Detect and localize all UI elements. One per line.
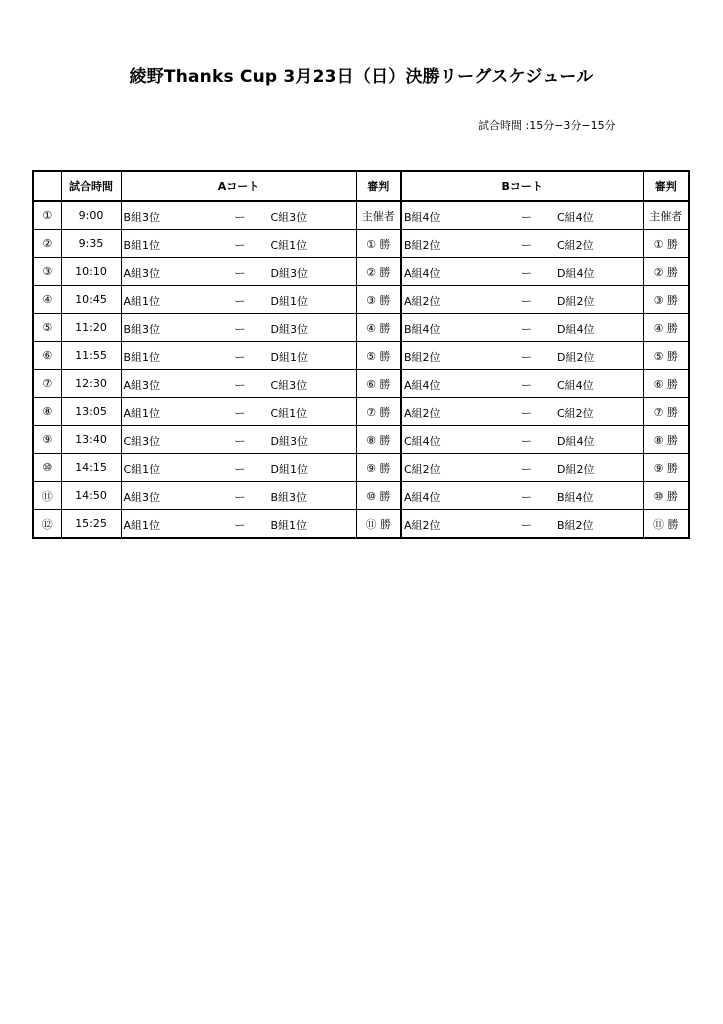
court-b-match: [401, 454, 643, 482]
court-b-home: C組2位: [404, 463, 441, 476]
court-b-away: D組4位: [557, 435, 595, 448]
court-b-away: C組2位: [557, 407, 594, 420]
court-b-away: C組2位: [557, 239, 594, 252]
header-court-a: Aコート: [121, 171, 356, 201]
match-time: 11:55: [61, 342, 121, 370]
court-a-match: [121, 258, 356, 286]
court-a-match: [121, 286, 356, 314]
court-a-dash: ー: [234, 295, 246, 308]
table-row: [33, 510, 689, 539]
court-b-match: [401, 482, 643, 510]
court-b-home: C組4位: [404, 435, 441, 448]
court-a-home: A組3位: [123, 267, 161, 280]
court-b-dash: ー: [521, 407, 532, 420]
court-b-away: D組4位: [557, 323, 595, 336]
court-b-referee: ② 勝: [643, 258, 689, 286]
court-a-dash: ー: [234, 267, 246, 280]
court-a-away: D組3位: [270, 435, 308, 448]
court-a-home: B組3位: [123, 323, 161, 336]
table-row: [33, 230, 689, 258]
court-a-referee: ⑥ 勝: [356, 370, 401, 398]
court-a-away: B組1位: [270, 519, 308, 532]
court-a-dash: ー: [234, 519, 246, 532]
match-number: ⑦: [33, 370, 61, 398]
table-row: [33, 370, 689, 398]
match-time: 12:30: [61, 370, 121, 398]
court-b-referee: ⑤ 勝: [643, 342, 689, 370]
court-b-match: [401, 398, 643, 426]
court-b-away: B組2位: [557, 519, 594, 532]
match-time: 13:40: [61, 426, 121, 454]
court-a-away: D組3位: [270, 267, 308, 280]
match-time: 14:15: [61, 454, 121, 482]
court-b-dash: ー: [521, 435, 532, 448]
court-b-match: [401, 230, 643, 258]
court-b-match: [401, 286, 643, 314]
court-b-match: [401, 342, 643, 370]
table-row: [33, 314, 689, 342]
match-time: 10:10: [61, 258, 121, 286]
match-time: 13:05: [61, 398, 121, 426]
match-time: 15:25: [61, 510, 121, 539]
match-number: ⑥: [33, 342, 61, 370]
court-a-home: C組3位: [123, 435, 161, 448]
court-a-referee: ④ 勝: [356, 314, 401, 342]
court-a-match: [121, 482, 356, 510]
table-row: [33, 454, 689, 482]
court-a-home: A組1位: [123, 407, 161, 420]
court-a-away: D組3位: [270, 323, 308, 336]
court-a-referee: ⑦ 勝: [356, 398, 401, 426]
court-a-referee: 主催者: [356, 201, 401, 230]
court-b-dash: ー: [521, 239, 532, 252]
match-time: 10:45: [61, 286, 121, 314]
court-a-home: C組1位: [123, 463, 161, 476]
court-a-dash: ー: [234, 491, 246, 504]
court-a-dash: ー: [234, 211, 246, 224]
table-row: [33, 201, 689, 230]
match-number: ⑧: [33, 398, 61, 426]
court-a-dash: ー: [234, 239, 246, 252]
court-a-match: [121, 230, 356, 258]
court-a-referee: ⑨ 勝: [356, 454, 401, 482]
court-b-home: B組4位: [404, 211, 441, 224]
court-b-away: D組2位: [557, 351, 595, 364]
court-a-match: [121, 370, 356, 398]
court-b-referee: ① 勝: [643, 230, 689, 258]
court-b-away: D組4位: [557, 267, 595, 280]
schedule-table: [32, 170, 690, 539]
court-a-referee: ⑩ 勝: [356, 482, 401, 510]
match-number: ⑩: [33, 454, 61, 482]
court-a-match: [121, 398, 356, 426]
court-a-match: [121, 314, 356, 342]
table-row: [33, 482, 689, 510]
court-b-dash: ー: [521, 379, 532, 392]
court-a-away: C組3位: [270, 211, 308, 224]
court-a-match: [121, 426, 356, 454]
court-b-home: A組2位: [404, 295, 441, 308]
match-number: ⑪: [33, 482, 61, 510]
court-a-referee: ③ 勝: [356, 286, 401, 314]
match-number: ③: [33, 258, 61, 286]
court-a-home: B組1位: [123, 351, 161, 364]
match-number: ⑨: [33, 426, 61, 454]
court-a-referee: ② 勝: [356, 258, 401, 286]
court-a-home: A組3位: [123, 491, 161, 504]
court-a-match: [121, 342, 356, 370]
court-a-dash: ー: [234, 351, 246, 364]
court-a-dash: ー: [234, 463, 246, 476]
court-b-referee: ③ 勝: [643, 286, 689, 314]
page-title: 綾野Thanks Cup 3月23日（日）決勝リーグスケジュール: [129, 67, 594, 87]
court-b-home: B組2位: [404, 351, 441, 364]
court-b-referee: ⑦ 勝: [643, 398, 689, 426]
court-a-dash: ー: [234, 379, 246, 392]
court-a-home: B組1位: [123, 239, 161, 252]
court-b-match: [401, 510, 643, 539]
match-time: 14:50: [61, 482, 121, 510]
court-b-referee: 主催者: [643, 201, 689, 230]
court-a-dash: ー: [234, 407, 246, 420]
court-b-dash: ー: [521, 491, 532, 504]
table-row: [33, 286, 689, 314]
court-b-referee: ⑥ 勝: [643, 370, 689, 398]
court-a-match: [121, 510, 356, 539]
court-b-match: [401, 314, 643, 342]
match-time: 11:20: [61, 314, 121, 342]
table-row: [33, 398, 689, 426]
court-a-away: C組1位: [270, 407, 308, 420]
header-ref-b: 審判: [643, 171, 689, 201]
court-b-dash: ー: [521, 463, 532, 476]
court-b-referee: ⑧ 勝: [643, 426, 689, 454]
court-b-dash: ー: [521, 267, 532, 280]
match-time: 9:35: [61, 230, 121, 258]
court-a-home: A組3位: [123, 379, 161, 392]
court-b-match: [401, 201, 643, 230]
court-a-away: B組3位: [270, 491, 308, 504]
match-number: ②: [33, 230, 61, 258]
court-b-match: [401, 258, 643, 286]
court-a-home: A組1位: [123, 295, 161, 308]
court-a-match: [121, 201, 356, 230]
court-b-match: [401, 426, 643, 454]
court-b-dash: ー: [521, 295, 532, 308]
court-a-dash: ー: [234, 323, 246, 336]
court-b-dash: ー: [521, 519, 532, 532]
header-time: 試合時間: [61, 171, 121, 201]
table-row: [33, 426, 689, 454]
court-a-referee: ⑤ 勝: [356, 342, 401, 370]
court-b-match: [401, 370, 643, 398]
court-a-away: C組1位: [270, 239, 308, 252]
court-b-dash: ー: [521, 211, 532, 224]
table-header-row: [33, 171, 689, 201]
court-b-home: A組4位: [404, 491, 441, 504]
court-a-referee: ⑧ 勝: [356, 426, 401, 454]
court-b-referee: ④ 勝: [643, 314, 689, 342]
header-court-b: Bコート: [401, 171, 643, 201]
court-b-home: A組2位: [404, 407, 441, 420]
table-row: [33, 258, 689, 286]
match-number: ⑤: [33, 314, 61, 342]
match-number: ④: [33, 286, 61, 314]
match-number: ⑫: [33, 510, 61, 539]
court-a-match: [121, 454, 356, 482]
court-a-home: B組3位: [123, 211, 161, 224]
table-row: [33, 342, 689, 370]
court-b-dash: ー: [521, 351, 532, 364]
court-b-away: C組4位: [557, 379, 594, 392]
court-b-home: A組2位: [404, 519, 441, 532]
court-b-away: D組2位: [557, 463, 595, 476]
court-b-referee: ⑪ 勝: [643, 510, 689, 539]
court-b-away: B組4位: [557, 491, 594, 504]
court-a-away: D組1位: [270, 295, 308, 308]
header-num: [33, 171, 61, 201]
court-a-home: A組1位: [123, 519, 161, 532]
court-b-home: A組4位: [404, 379, 441, 392]
match-number: ①: [33, 201, 61, 230]
court-b-away: D組2位: [557, 295, 595, 308]
court-a-referee: ⑪ 勝: [356, 510, 401, 539]
court-a-away: D組1位: [270, 463, 308, 476]
court-b-away: C組4位: [557, 211, 594, 224]
court-a-away: D組1位: [270, 351, 308, 364]
court-b-referee: ⑨ 勝: [643, 454, 689, 482]
court-a-dash: ー: [234, 435, 246, 448]
court-a-referee: ① 勝: [356, 230, 401, 258]
court-b-home: B組2位: [404, 239, 441, 252]
match-time-note: 試合時間 :15分−3分−15分: [478, 119, 616, 132]
court-b-referee: ⑩ 勝: [643, 482, 689, 510]
match-time: 9:00: [61, 201, 121, 230]
court-b-home: B組4位: [404, 323, 441, 336]
court-a-away: C組3位: [270, 379, 308, 392]
court-b-home: A組4位: [404, 267, 441, 280]
court-b-dash: ー: [521, 323, 532, 336]
header-ref-a: 審判: [356, 171, 401, 201]
